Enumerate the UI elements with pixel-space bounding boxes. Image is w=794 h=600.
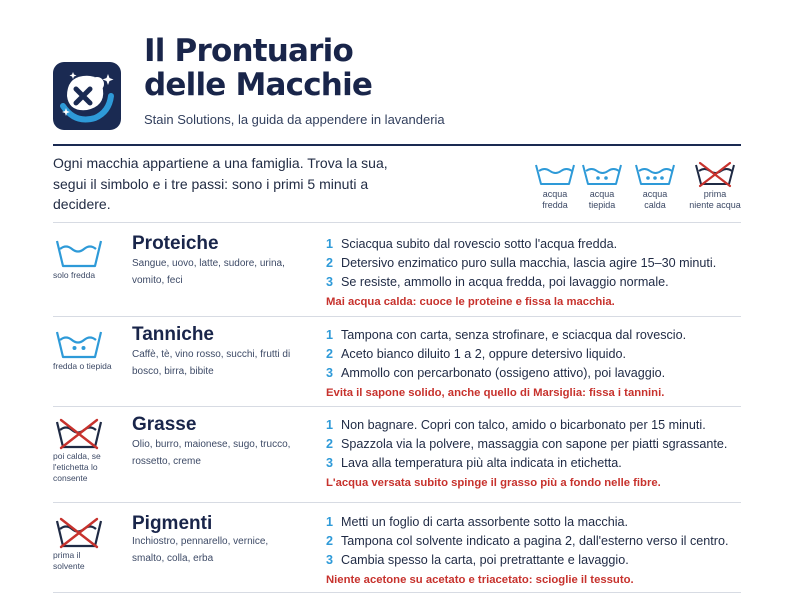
step-text: Detersivo enzimatico puro sulla macchia, lascia agire 15–30 minuti. [341, 256, 717, 270]
wash-basin-cold-icon [55, 233, 103, 269]
step-number: 2 [326, 437, 334, 451]
examples-line2: bosco, birra, bibite [132, 365, 214, 377]
step-number: 2 [326, 534, 334, 548]
icon-caption-line1: prima il [53, 550, 81, 560]
wash-basin-hot-icon [634, 160, 676, 188]
step-item [326, 513, 746, 532]
legend-hot-water [625, 160, 685, 211]
section-divider [53, 502, 741, 503]
family-name: Grasse [132, 414, 197, 435]
warning-text: Evita il sapone solido, anche quello di Marsiglia: fissa i tannini. [326, 387, 665, 399]
step-number: 3 [326, 456, 334, 470]
legend-label-line1: acqua [589, 189, 615, 199]
step-text: Spazzola via la polvere, massaggia con sapone per piatti sgrassante. [341, 437, 728, 451]
step-number: 3 [326, 553, 334, 567]
wash-basin-crossed-icon [694, 160, 736, 188]
title-line-1: Il Prontuario [144, 33, 353, 69]
section-divider [53, 592, 741, 593]
icon-caption [53, 451, 117, 484]
step-item [326, 345, 746, 364]
examples-line1: Inchiostro, pennarello, vernice, [132, 536, 269, 547]
icon-caption-line1: solo fredda [53, 270, 96, 280]
step-item [326, 454, 746, 473]
wash-basin-warm-icon [581, 160, 623, 188]
legend-label-line1: prima [703, 189, 727, 199]
warning-text: L'acqua versata subito spinge il grasso più a fondo nelle fibre. [326, 477, 661, 489]
step-number: 1 [326, 418, 334, 432]
family-examples [132, 256, 307, 289]
family-icon-block [53, 233, 117, 281]
warning-text: Niente acetone su acetato e triacetato: scioglie il tessuto. [326, 574, 634, 586]
family-examples [132, 347, 307, 380]
section-divider [53, 406, 741, 407]
step-number: 3 [326, 366, 334, 380]
step-text: Metti un foglio di carta assorbente sotto la macchia. [341, 515, 629, 529]
icon-caption [53, 550, 117, 572]
icon-caption-line1: fredda o tiepida [53, 361, 112, 371]
section-divider [53, 222, 741, 223]
icon-caption [53, 361, 117, 372]
legend-no-water [685, 160, 745, 211]
legend-warm-water [572, 160, 632, 211]
page-title [144, 34, 372, 102]
wash-basin-crossed-icon [55, 513, 103, 549]
family-icon-block [53, 324, 117, 372]
step-item [326, 254, 746, 273]
icon-caption-line3: consente [53, 473, 88, 483]
step-list [326, 326, 746, 403]
examples-line1: Caffè, tè, vino rosso, succhi, frutti di [132, 349, 291, 360]
step-item [326, 435, 746, 454]
step-item [326, 273, 746, 292]
step-item [326, 235, 746, 254]
legend-label-line2: niente acqua [689, 200, 741, 210]
wash-basin-crossed-icon [55, 414, 103, 450]
step-text: Lava alla temperatura più alta indicata in etichetta. [341, 456, 622, 470]
legend-label-line1: acqua [542, 189, 568, 199]
step-item [326, 326, 746, 345]
step-text: Se resiste, ammollo in acqua fredda, poi lavaggio normale. [341, 275, 669, 289]
wash-basin-warm-icon [55, 324, 103, 360]
header-divider [53, 144, 741, 146]
legend-label-line2: tiepida [588, 200, 616, 210]
legend-label-line2: fredda [542, 200, 568, 210]
step-item [326, 364, 746, 383]
icon-caption [53, 270, 117, 281]
step-item [326, 416, 746, 435]
family-icon-block [53, 414, 117, 484]
step-text: Tampona con carta, senza strofinare, e sciacqua dal rovescio. [341, 328, 687, 342]
family-icon-block [53, 513, 117, 572]
page-subtitle: Stain Solutions, la guida da appendere in lavanderia [144, 112, 445, 127]
step-text: Aceto bianco diluito 1 a 2, oppure detersivo liquido. [341, 347, 626, 361]
family-name: Tanniche [132, 324, 214, 345]
family-examples [132, 437, 307, 470]
step-list [326, 513, 746, 590]
section-divider [53, 316, 741, 317]
step-text: Tampona col solvente indicato a pagina 2, dall'esterno verso il centro. [341, 534, 729, 548]
step-list [326, 416, 746, 493]
warning-text: Mai acqua calda: cuoce le proteine e fissa la macchia. [326, 296, 615, 308]
step-list [326, 235, 746, 312]
intro-text: Ogni macchia appartiene a una famiglia. Trova la sua, segui il simbolo e i tre passi: sono i primi 5 minuti a decidere. [53, 155, 388, 212]
step-number: 1 [326, 515, 334, 529]
step-item [326, 532, 746, 551]
step-text: Ammollo con percarbonato (ossigeno attivo), poi lavaggio. [341, 366, 666, 380]
step-text: Cambia spesso la carta, poi pretrattante e lavaggio. [341, 553, 629, 567]
examples-line1: Sangue, uovo, latte, sudore, urina, [132, 258, 285, 269]
icon-caption-line2: l'etichetta lo [53, 462, 98, 472]
washing-stain-logo-icon [53, 62, 121, 130]
step-item [326, 551, 746, 570]
legend-label-line2: calda [644, 200, 666, 210]
step-number: 2 [326, 256, 334, 270]
step-number: 1 [326, 328, 334, 342]
examples-line2: vomito, feci [132, 274, 183, 286]
family-examples [132, 534, 307, 567]
family-name: Pigmenti [132, 513, 213, 534]
step-text: Sciacqua subito dal rovescio sotto l'acqua fredda. [341, 237, 618, 251]
step-number: 2 [326, 347, 334, 361]
icon-caption-line2: solvente [53, 561, 85, 571]
icon-caption-line1: poi calda, se [53, 451, 101, 461]
wash-basin-cold-icon [534, 160, 576, 188]
family-name: Proteiche [132, 233, 219, 254]
examples-line2: rossetto, creme [132, 455, 201, 467]
title-line-2: delle Macchie [144, 67, 373, 103]
step-text: Non bagnare. Copri con talco, amido o bicarbonato per 15 minuti. [341, 418, 706, 432]
step-number: 1 [326, 237, 334, 251]
legend-label-line1: acqua [642, 189, 668, 199]
step-number: 3 [326, 275, 334, 289]
examples-line2: smalto, colla, erba [132, 552, 214, 564]
examples-line1: Olio, burro, maionese, sugo, trucco, [132, 439, 291, 450]
